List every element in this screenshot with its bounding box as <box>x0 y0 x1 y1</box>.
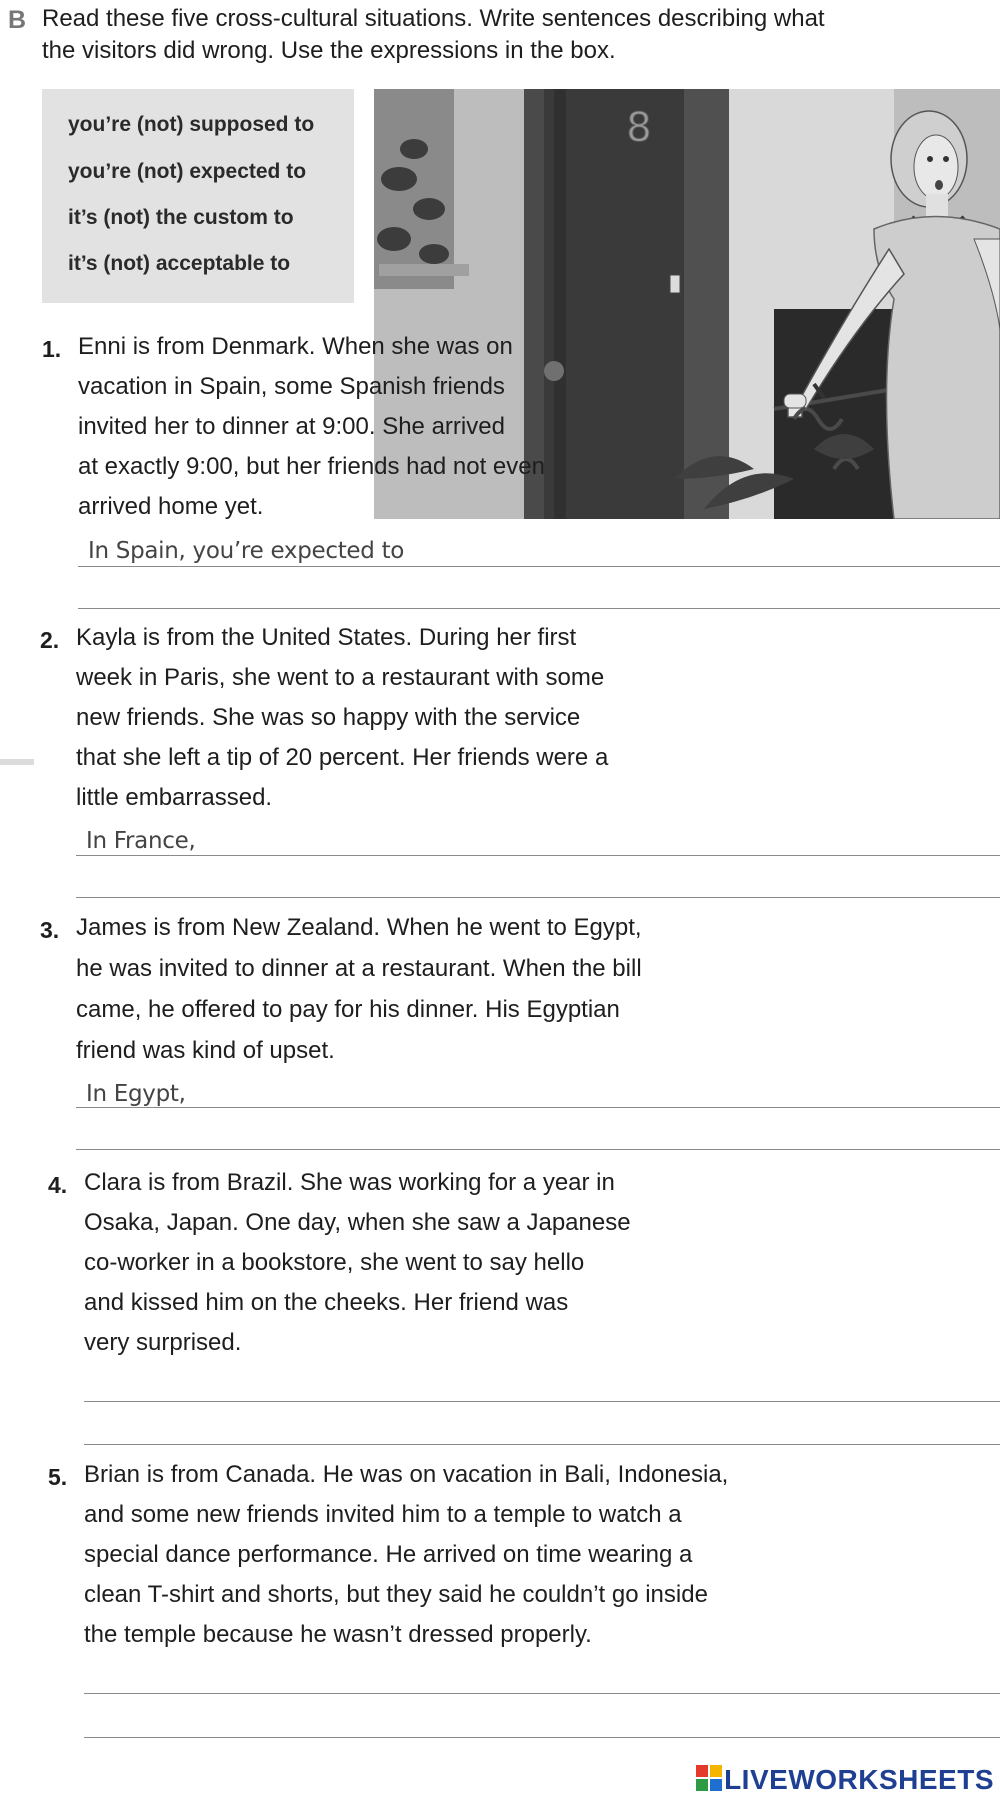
situation-3-line-1: James is from New Zealand. When he went to Egypt, <box>76 914 642 941</box>
situation-2-line-4: that she left a tip of 20 percent. Her friends were a <box>76 744 609 771</box>
situation-3-line-4: friend was kind of upset. <box>76 1037 335 1064</box>
answer-1-line-1[interactable] <box>78 566 1000 567</box>
situation-3-number: 3. <box>40 917 60 943</box>
situation-3-line-2: he was invited to dinner at a restaurant. When the bill <box>76 955 642 982</box>
answer-4-line-1[interactable] <box>84 1401 1000 1402</box>
situation-4-line-1: Clara is from Brazil. She was working for a year in <box>84 1169 615 1196</box>
door-number: 8 <box>626 105 652 151</box>
situation-4-line-4: and kissed him on the cheeks. Her friend was <box>84 1289 569 1316</box>
situation-3-line-3: came, he offered to pay for his dinner. His Egyptian <box>76 996 620 1023</box>
expression-4: it’s (not) acceptable to <box>68 252 291 275</box>
expression-1: you’re (not) supposed to <box>68 113 315 136</box>
situation-2-line-2: week in Paris, she went to a restaurant with some <box>76 664 605 691</box>
expression-3: it’s (not) the custom to <box>68 206 294 229</box>
situation-2-number: 2. <box>40 627 60 653</box>
situation-1-line-4: at exactly 9:00, but her friends had not even <box>78 453 545 480</box>
answer-1-start[interactable]: In Spain, you’re expected to <box>88 538 405 564</box>
answer-5-line-1[interactable] <box>84 1693 1000 1694</box>
situation-4-line-5: very surprised. <box>84 1329 242 1356</box>
situation-5-line-4: clean T-shirt and shorts, but they said he couldn’t go inside <box>84 1581 708 1608</box>
answer-4-line-2[interactable] <box>84 1444 1000 1445</box>
situation-2-line-3: new friends. She was so happy with the service <box>76 704 581 731</box>
situation-1-line-1: Enni is from Denmark. When she was on <box>78 333 513 360</box>
situation-2-line-5: little embarrassed. <box>76 784 273 811</box>
margin-tab <box>0 759 34 765</box>
answer-3-start[interactable]: In Egypt, <box>86 1081 186 1107</box>
situation-4-number: 4. <box>48 1172 68 1198</box>
situation-5-line-1: Brian is from Canada. He was on vacation in Bali, Indonesia, <box>84 1461 729 1488</box>
section-letter: B <box>8 6 27 34</box>
situation-2-line-1: Kayla is from the United States. During her first <box>76 624 577 651</box>
answer-2-line-2[interactable] <box>76 897 1000 898</box>
brand-name: LIVEWORKSHEETS <box>724 1764 994 1795</box>
answer-3-line-2[interactable] <box>76 1149 1000 1150</box>
situation-5-number: 5. <box>48 1464 68 1490</box>
brand-logo[interactable] <box>696 1764 994 1798</box>
expression-2: you’re (not) expected to <box>68 160 307 183</box>
situation-5-line-3: special dance performance. He arrived on time wearing a <box>84 1541 693 1568</box>
situation-1-line-3: invited her to dinner at 9:00. She arrived <box>78 413 505 440</box>
situation-4-line-3: co-worker in a bookstore, she went to say hello <box>84 1249 585 1276</box>
situation-5-line-5: the temple because he wasn’t dressed properly. <box>84 1621 592 1648</box>
situation-4-line-2: Osaka, Japan. One day, when she saw a Japanese <box>84 1209 631 1236</box>
liveworksheets-logo-icon <box>696 1765 722 1798</box>
instruction-line-2: the visitors did wrong. Use the expressions in the box. <box>42 37 616 64</box>
answer-2-start[interactable]: In France, <box>86 828 196 854</box>
answer-5-line-2[interactable] <box>84 1737 1000 1738</box>
situation-5-line-2: and some new friends invited him to a temple to watch a <box>84 1501 682 1528</box>
instruction-line-1: Read these five cross-cultural situations. Write sentences describing what <box>42 5 825 32</box>
answer-2-line-1[interactable] <box>76 855 1000 856</box>
situation-1-line-5: arrived home yet. <box>78 493 264 520</box>
situation-1-number: 1. <box>42 336 62 362</box>
answer-1-line-2[interactable] <box>78 608 1000 609</box>
situation-1-line-2: vacation in Spain, some Spanish friends <box>78 373 505 400</box>
answer-3-line-1[interactable] <box>76 1107 1000 1108</box>
